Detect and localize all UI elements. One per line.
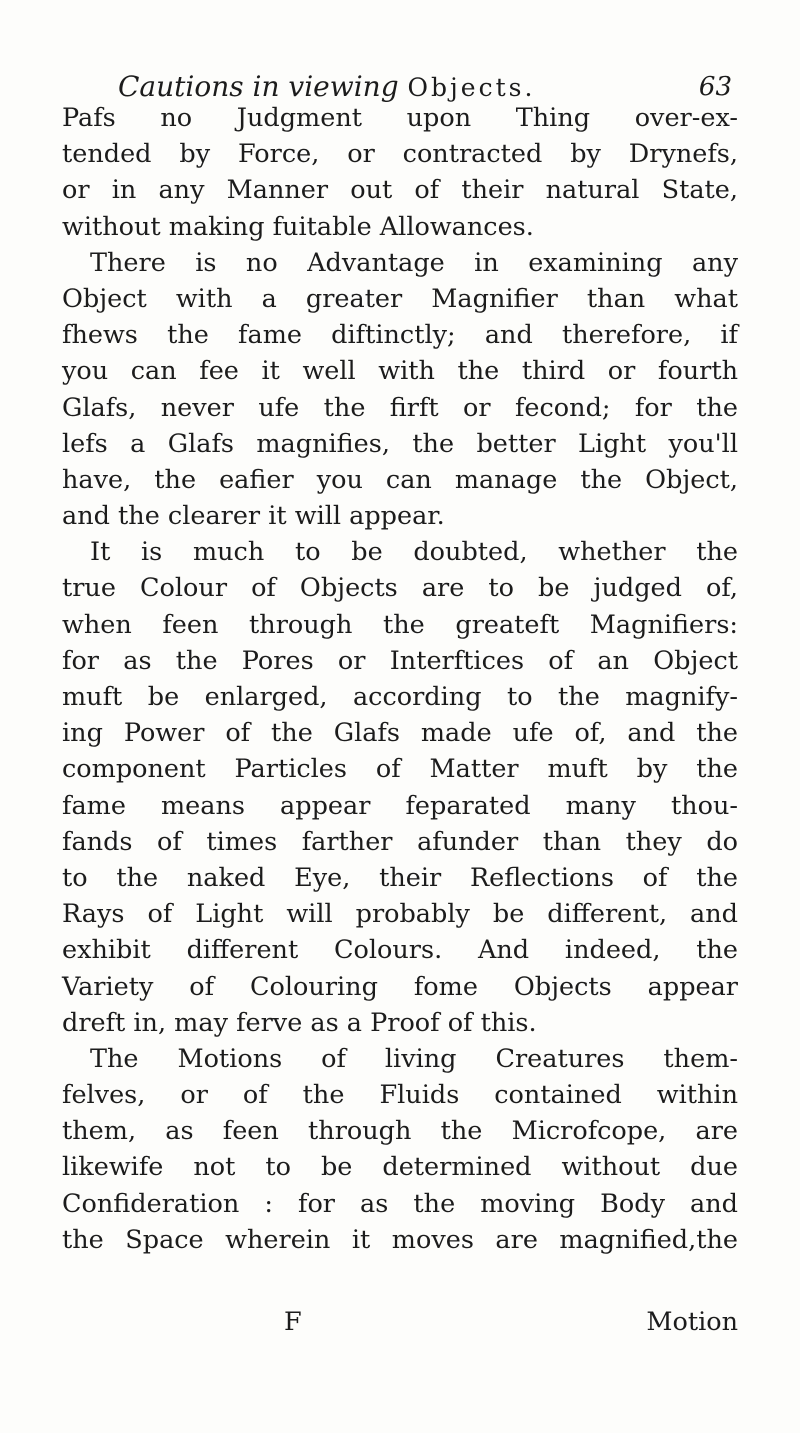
text-line: for as the Pores or Interftices of an Object [62,645,738,676]
text-line: ing Power of the Glafs made ufe of, and the [62,718,738,749]
text-line: lefs a Glafs magnifies, the better Light you'll [62,428,738,459]
text-line: Variety of Colouring fome Objects appear [62,971,738,1002]
text-line: Confideration : for as the moving Body and [62,1188,738,1219]
running-head [118,70,535,103]
text-line: muft be enlarged, according to the magnify- [62,682,738,712]
text-line: when feen through the greateft Magnifiers: [62,609,738,640]
text-line: the Space wherein it moves are magnified,the [62,1224,738,1255]
page-footer [62,1304,738,1340]
text-line: There is no Advantage in examining any [90,247,738,278]
text-line: to the naked Eye, their Reflections of the [62,862,738,893]
text-line: likewife not to be determined without due [62,1152,738,1183]
text-line: without making fuitable Allowances. [62,211,534,242]
text-line: exhibit different Colours. And indeed, the [62,935,738,966]
text-line: or in any Manner out of their natural State, [62,175,738,206]
page-number: 63 [698,72,732,102]
text-line: and the clearer it will appear. [62,501,445,532]
text-line: Glafs, never ufe the firft or fecond; for the [62,392,738,423]
text-line: The Motions of living Creatures them- [90,1043,738,1074]
text-line: Rays of Light will probably be different, and [62,899,738,930]
text-line: fhews the fame diftinctly; and therefore, if [62,320,738,351]
text-line: them, as feen through the Microfcope, are [62,1116,738,1147]
signature-mark: F [284,1307,302,1337]
text-line: Pafs no Judgment upon Thing over-ex- [62,103,738,133]
text-line: true Colour of Objects are to be judged of, [62,573,738,604]
text-line: fands of times farther afunder than they do [62,826,738,857]
text-line: Object with a greater Magnifier than what [62,283,738,314]
running-head-caps: Objects. [407,73,536,102]
text-line: tended by Force, or contracted by Drynefs, [62,139,738,170]
running-head-italic: Cautions in viewing [118,70,399,103]
catchword: Motion [646,1307,738,1337]
text-line: felves, or of the Fluids contained within [62,1080,738,1111]
text-line: component Particles of Matter muft by the [62,754,738,785]
text-line: fame means appear feparated many thou- [62,790,738,821]
text-line: It is much to be doubted, whether the [90,537,738,568]
text-line: have, the eafier you can manage the Object, [62,464,738,495]
text-line: you can fee it well with the third or fourth [62,356,738,387]
body-text [62,100,738,1258]
text-line: dreft in, may ferve as a Proof of this. [62,1007,537,1038]
